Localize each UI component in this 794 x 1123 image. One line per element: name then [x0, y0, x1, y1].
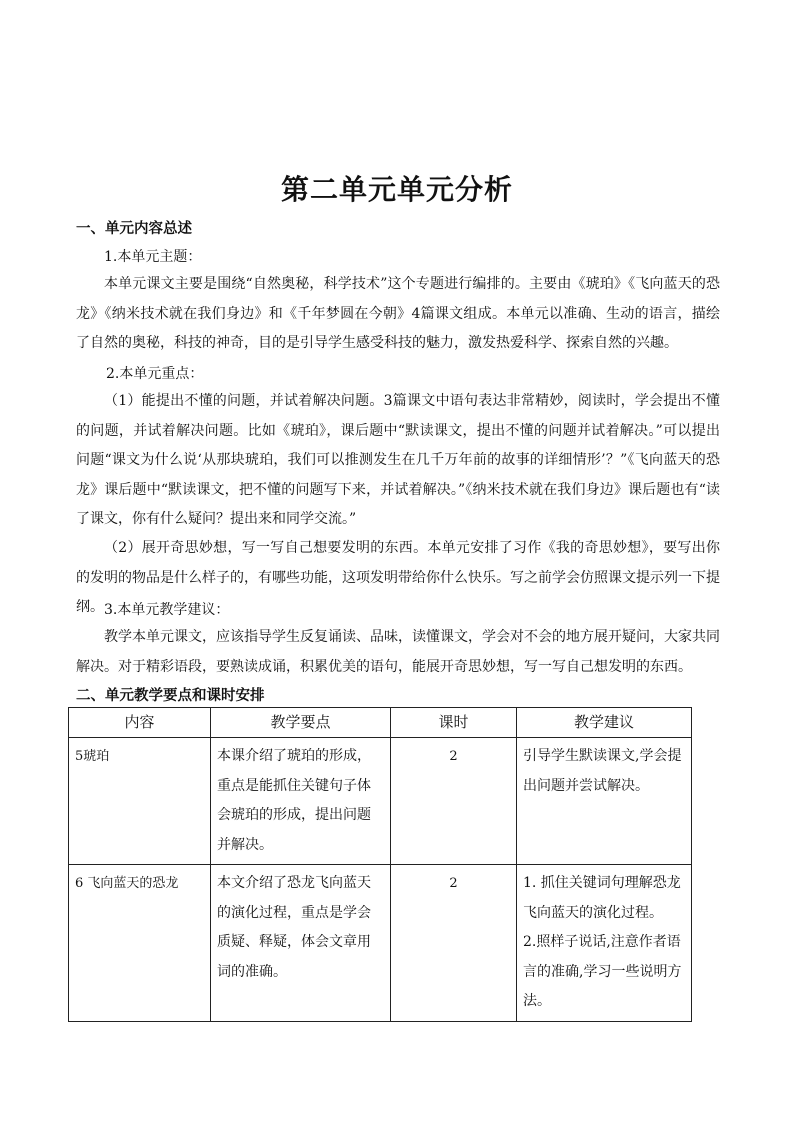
advice-line-1: 引导学生默读课文,学会提出问题并尝试解决。 [523, 748, 682, 794]
advice-line-2: 2.照样子说话,注意作者语言的准确,学习一些说明方法。 [523, 934, 682, 1009]
paragraph-teaching-suggestions: 教学本单元课文，应该指导学生反复诵读、品味，读懂课文，学会对不会的地方展开疑问，大家共同解决。对于精彩语段，要熟读成诵，积累优美的语句，能展开奇思妙想，写一写自己想发明的东西。 [76, 629, 720, 675]
section-heading-teaching-schedule: 二、单元教学要点和课时安排 [76, 687, 265, 704]
paragraph-keypoint-1: （1）能提出不懂的问题，并试着解决问题。3篇课文中语句表达非常精妙，阅读时，学会提出不懂的问题，并试着解决问题。比如《琥珀》，课后题中“默读课文，提出不懂的问题并试着解决。”可以提出问题“课文为什么说‘从那块琥珀，我们可以推测发生在几千万年前的故事的详细情形’？”《飞向蓝天的恐龙》课后题中“默读课文，把不懂的问题写下来，并试着解决。”《纳米技术就在我们身边》课后题也有“读了课文，你有什么疑问？提出来和同学交流。” [76, 393, 720, 527]
cell-teaching-advice [517, 738, 692, 865]
section-heading-unit-overview: 一、单元内容总述 [76, 220, 192, 237]
table-header-row [69, 708, 692, 738]
cell-content: 6 飞向蓝天的恐龙 [69, 865, 211, 1022]
cell-teaching-points: 本课介绍了琥珀的形成，重点是能抓住关键句子体会琥珀的形成，提出问题并解决。 [211, 738, 391, 865]
header-content: 内容 [69, 708, 211, 738]
cell-teaching-advice [517, 865, 692, 1022]
subheading-unit-keypoints: 2.本单元重点： [106, 366, 204, 382]
cell-class-hours: 2 [391, 738, 517, 865]
paragraph-unit-theme: 本单元课文主要是围绕“自然奥秘，科学技术”这个专题进行编排的。主要由《琥珀》《飞向蓝天的恐龙》《纳米技术就在我们身边》和《千年梦圆在今朝》4篇课文组成。本单元以准确、生动的语言，描绘了自然的奥秘，科技的神奇，目的是引导学生感受科技的魅力，激发热爱科学、探索自然的兴趣。 [76, 276, 720, 351]
advice-line-1: 1. 抓住关键词句理解恐龙飞向蓝天的演化过程。 [523, 875, 681, 921]
cell-class-hours: 2 [391, 865, 517, 1022]
page-title: 第二单元单元分析 [280, 173, 513, 206]
subheading-teaching-suggestions: 3.本单元教学建议： [104, 602, 230, 618]
cell-teaching-points: 本文介绍了恐龙飞向蓝天的演化过程，重点是学会质疑、释疑，体会文章用词的准确。 [211, 865, 391, 1022]
teaching-schedule-table [68, 707, 692, 1022]
subheading-unit-theme: 1.本单元主题： [104, 249, 202, 265]
header-teaching-points: 教学要点 [211, 708, 391, 738]
paragraph-keypoint-2: （2）展开奇思妙想，写一写自己想要发明的东西。本单元安排了习作《我的奇思妙想》，要写出你的发明的物品是什么样子的，有哪些功能，这项发明带给你什么快乐。写之前学会仿照课文提示列一下提纲。 [76, 540, 720, 615]
table-row [69, 865, 692, 1022]
header-class-hours: 课时 [391, 708, 517, 738]
cell-content: 5琥珀 [69, 738, 211, 865]
table-row [69, 738, 692, 865]
header-teaching-advice: 教学建议 [517, 708, 692, 738]
